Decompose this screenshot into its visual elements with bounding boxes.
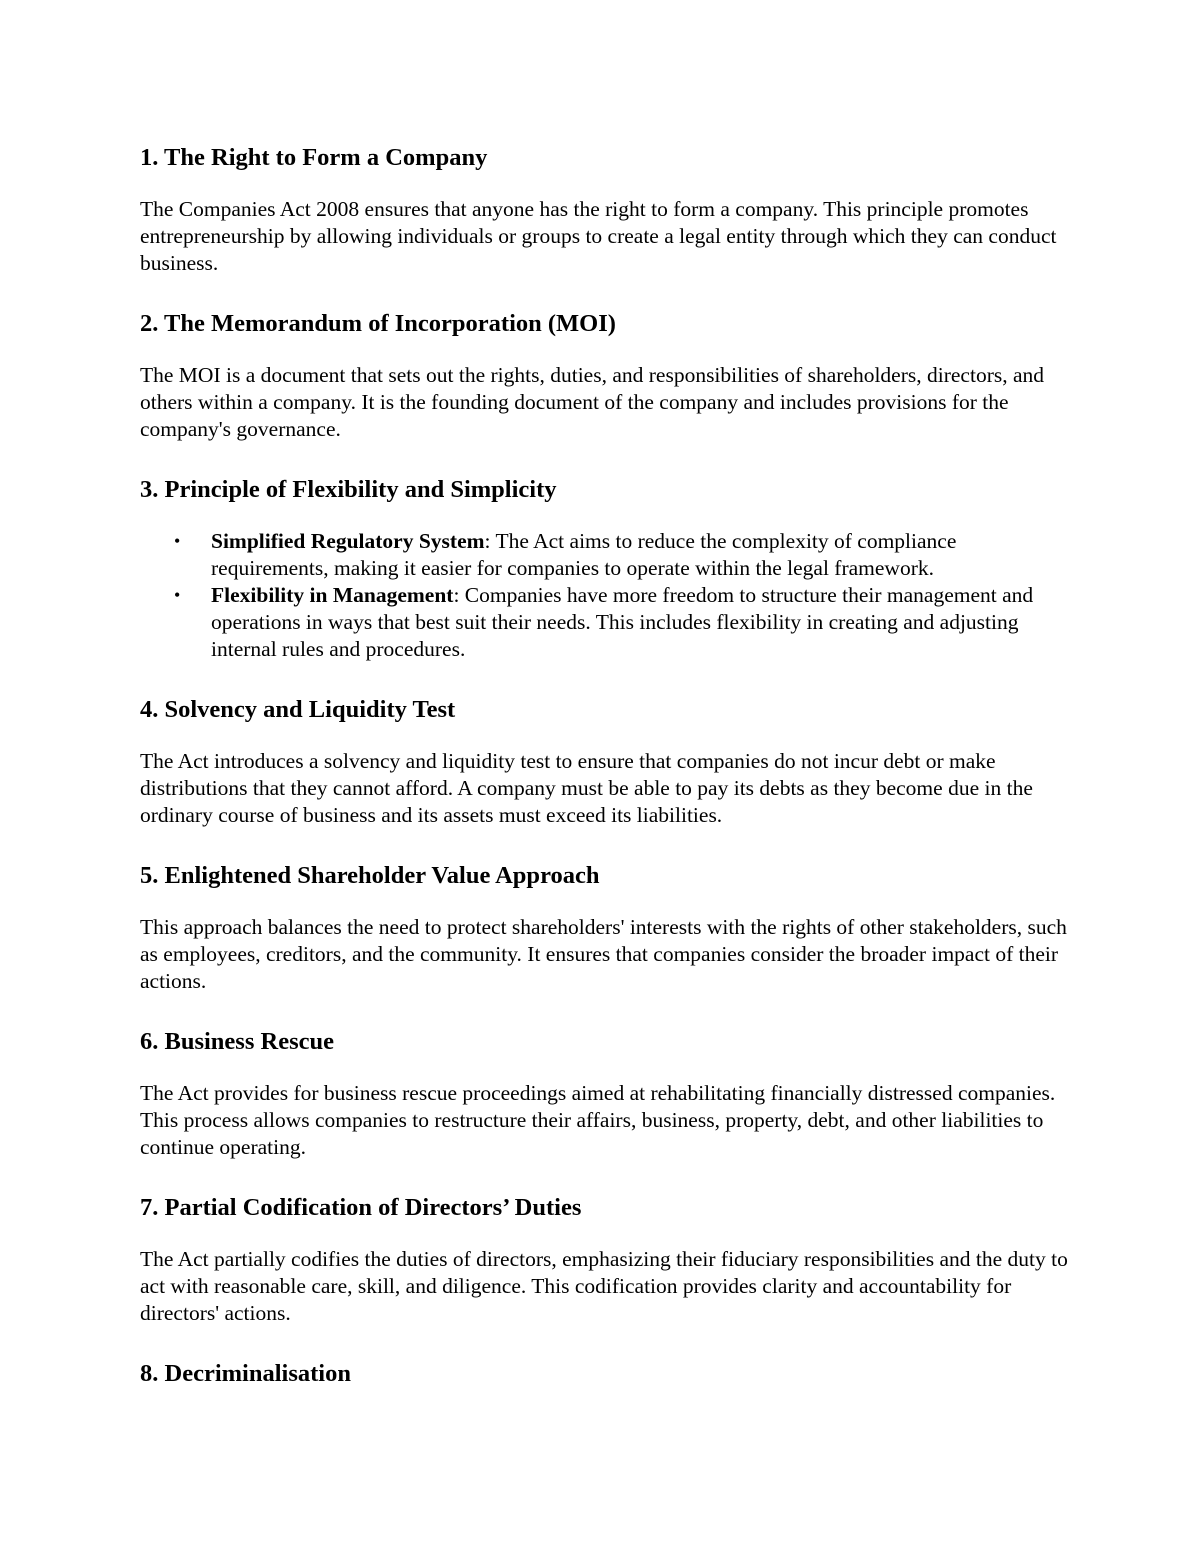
section-solvency [140, 692, 1070, 829]
section-right-to-form [140, 140, 1070, 277]
section-body: The Companies Act 2008 ensures that anyone has the right to form a company. This principle promotes entrepreneurship by allowing individuals or groups to create a legal entity through which they can conduct business. [140, 197, 1057, 275]
bullet-text: : The Act aims to reduce the complexity of compliance requirements, making it easier for companies to operate within the legal framework. [211, 529, 957, 580]
bullet-list [140, 528, 1070, 663]
section-shareholder-value [140, 858, 1070, 995]
bullet-term: Simplified Regulatory System [211, 529, 485, 553]
list-item [140, 582, 1070, 663]
bullet-term: Flexibility in Management [211, 583, 454, 607]
section-heading: 7. Partial Codification of Directors’ Duties [140, 1194, 582, 1221]
bullet-text: : Companies have more freedom to structure their management and operations in ways that best suit their needs. This includes flexibility in creating and adjusting internal rules and procedures. [211, 583, 1034, 661]
section-directors-duties [140, 1190, 1070, 1327]
section-flexibility [140, 472, 1070, 663]
section-heading: 4. Solvency and Liquidity Test [140, 696, 456, 723]
section-body: The Act provides for business rescue proceedings aimed at rehabilitating financially distressed companies. This process allows companies to restructure their affairs, business, property, debt, and other liabilities to continue operating. [140, 1081, 1056, 1159]
section-heading: 6. Business Rescue [140, 1028, 334, 1055]
section-decriminalisation [140, 1356, 1070, 1392]
section-body: The Act partially codifies the duties of directors, emphasizing their fiduciary responsibilities and the duty to act with reasonable care, skill, and diligence. This codification provides clarity and accountability for directors' actions. [140, 1247, 1068, 1325]
section-heading: 2. The Memorandum of Incorporation (MOI) [140, 310, 616, 337]
list-item [140, 528, 1070, 582]
document-page [140, 140, 1070, 1412]
section-heading: 3. Principle of Flexibility and Simplicity [140, 476, 557, 503]
section-heading: 5. Enlightened Shareholder Value Approach [140, 862, 600, 889]
section-heading: 8. Decriminalisation [140, 1360, 351, 1387]
section-body: The MOI is a document that sets out the rights, duties, and responsibilities of shareholders, directors, and others within a company. It is the founding document of the company and includes provisions for the company's governance. [140, 363, 1045, 441]
bullet-icon: • [174, 531, 181, 551]
section-body: The Act introduces a solvency and liquidity test to ensure that companies do not incur debt or make distributions that they cannot afford. A company must be able to pay its debts as they become due in the ordinary course of business and its assets must exceed its liabilities. [140, 749, 1033, 827]
section-heading: 1. The Right to Form a Company [140, 144, 488, 171]
bullet-icon: • [174, 585, 181, 605]
section-moi [140, 306, 1070, 443]
section-body: This approach balances the need to protect shareholders' interests with the rights of other stakeholders, such as employees, creditors, and the community. It ensures that companies consider the broader impact of their actions. [140, 915, 1067, 993]
section-business-rescue [140, 1024, 1070, 1161]
